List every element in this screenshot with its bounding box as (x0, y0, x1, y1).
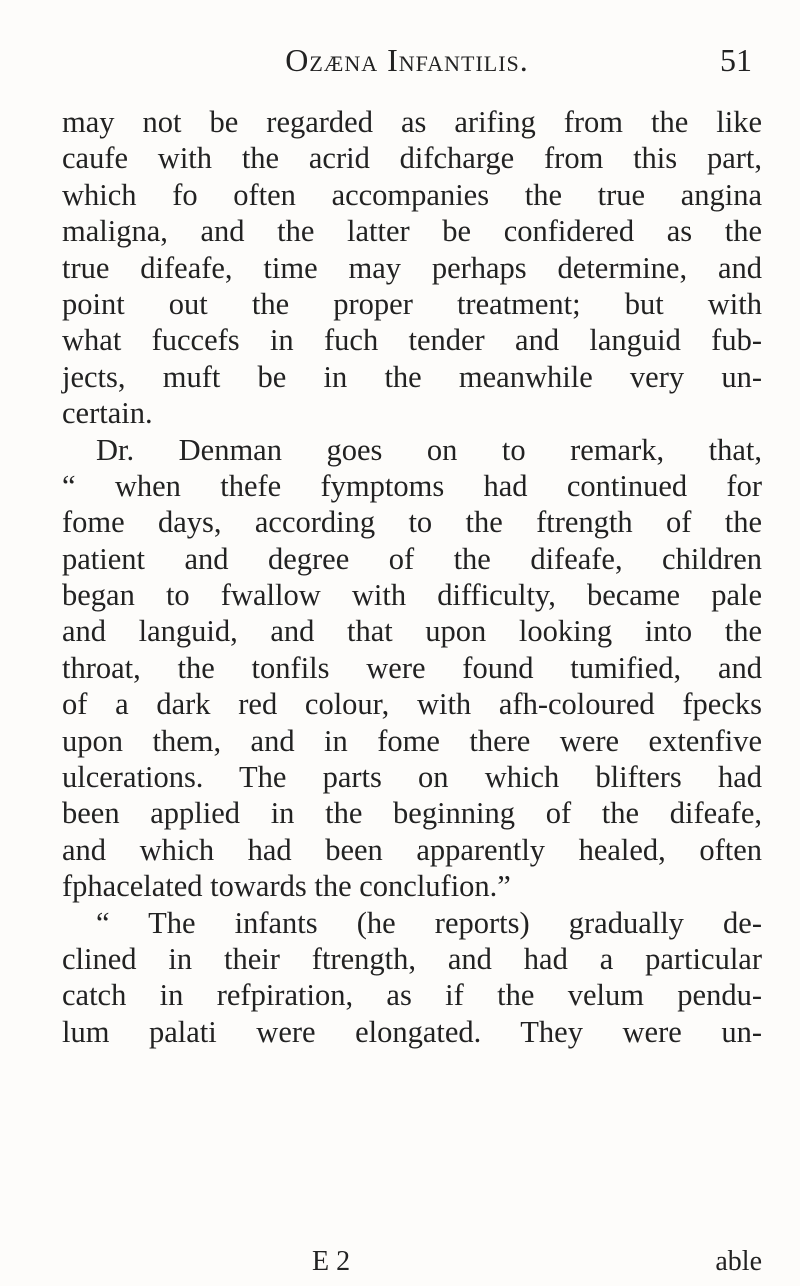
page-footer (62, 1246, 762, 1282)
text-line: jects, muft be in the meanwhile very un- (62, 359, 762, 394)
text-line: patient and degree of the difeafe, children (62, 541, 762, 576)
text-line: maligna, and the latter be confidered as the (62, 214, 762, 249)
text-line: caufe with the acrid difcharge from this part, (62, 141, 762, 176)
text-line: “ when thefe fymptoms had continued for (62, 468, 762, 503)
text-line: Dr. Denman goes on to remark, that, (96, 432, 762, 467)
text-line: been applied in the beginning of the difeafe, (62, 796, 762, 831)
text-line: and languid, and that upon looking into the (62, 614, 762, 649)
text-line: fome days, according to the ftrength of the (62, 505, 762, 540)
text-line: certain. (62, 396, 153, 431)
text-line: which fo often accompanies the true angina (62, 177, 762, 212)
text-line: what fuccefs in fuch tender and languid fub- (62, 323, 762, 358)
text-line: clined in their ftrength, and had a particular (62, 941, 762, 976)
text-line: may not be regarded as arifing from the like (62, 105, 762, 139)
page-header (62, 42, 752, 90)
text-line: upon them, and in fome there were extenfive (62, 723, 762, 758)
text-line: catch in refpiration, as if the velum pendu- (62, 978, 762, 1013)
text-line: true difeafe, time may perhaps determine, and (62, 250, 762, 285)
page-number: 51 (720, 42, 752, 78)
text-line: throat, the tonfils were found tumified, and (62, 650, 762, 685)
text-line: ulcerations. The parts on which blifters had (62, 760, 762, 795)
text-line: began to fwallow with difficulty, became pale (62, 578, 762, 613)
text-line: of a dark red colour, with afh-coloured fpecks (62, 687, 762, 722)
text-line: fphacelated towards the conclufion.” (62, 869, 511, 904)
catchword: able (715, 1246, 762, 1277)
text-line: and which had been apparently healed, often (62, 832, 762, 867)
text-line: “ The infants (he reports) gradually de- (96, 905, 762, 940)
signature-mark: E 2 (312, 1246, 351, 1277)
body-text (62, 104, 762, 1050)
text-line: point out the proper treatment; but with (62, 286, 762, 321)
text-line: lum palati were elongated. They were un- (62, 1014, 762, 1049)
running-head: Ozæna Infantilis. (285, 42, 529, 78)
